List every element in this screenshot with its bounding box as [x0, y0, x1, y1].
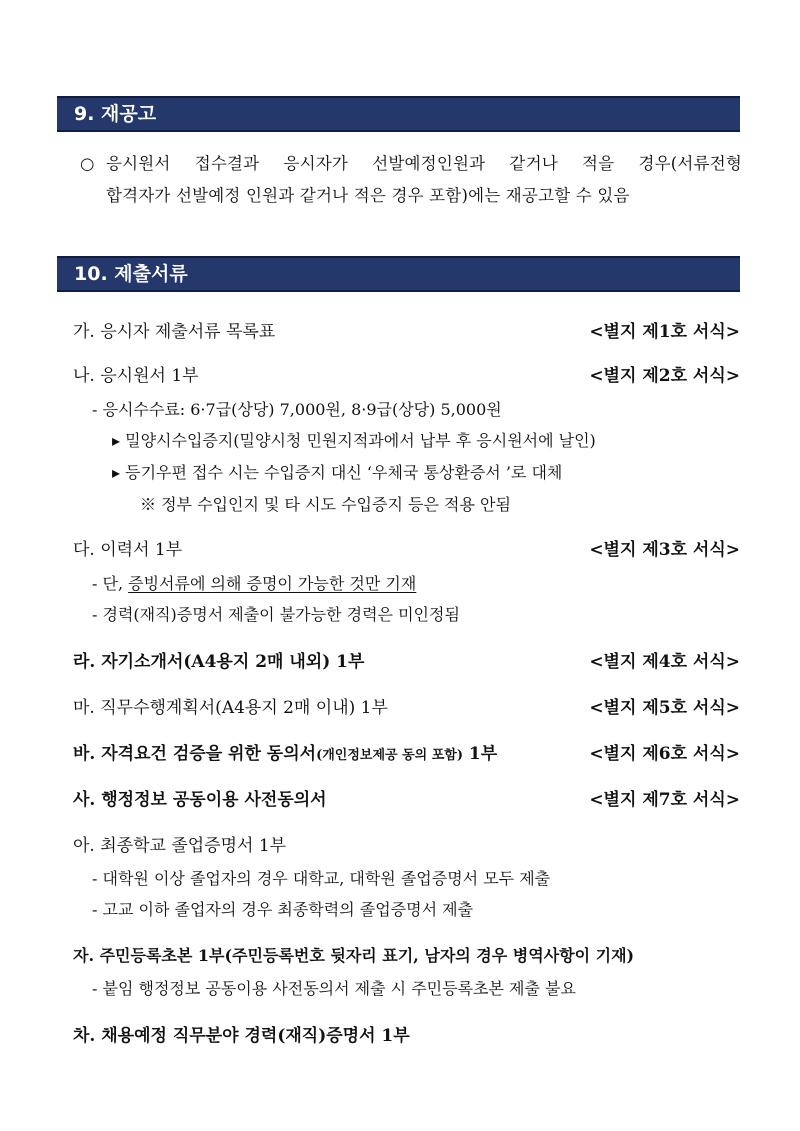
- item-ga-label: 가. 응시자 제출서류 목록표: [73, 322, 276, 342]
- item-a-label: 아. 최종학교 졸업증명서 1부: [73, 836, 287, 856]
- item-ba-label-main: 바. 자격요건 검증을 위한 동의서: [73, 744, 317, 764]
- item-na-sub-3: ▸ 등기우편 접수 시는 수입증지 대신 ‘우체국 통상환증서 ’로 대체: [112, 463, 563, 482]
- item-ga: [73, 318, 740, 346]
- item-ja-label: 자. 주민등록초본 1부(주민등록번호 뒷자리 표기, 남자의 경우 병역사항이 기재): [73, 946, 635, 965]
- item-ra-label: 라. 자기소개서(A4용지 2매 내외) 1부: [73, 652, 365, 672]
- item-a: [73, 832, 740, 860]
- section-10-header: [57, 256, 740, 292]
- item-ma-label: 마. 직무수행계획서(A4용지 2매 이내) 1부: [73, 698, 388, 718]
- section-9-title: 9. 재공고: [74, 103, 157, 125]
- item-na: [73, 362, 740, 390]
- section-9-header: [57, 96, 740, 132]
- item-ma: [73, 694, 740, 722]
- item-sa: [73, 786, 740, 814]
- item-da-form: <별지 제3호 서식>: [589, 540, 740, 560]
- item-a-sub-1: - 대학원 이상 졸업자의 경우 대학교, 대학원 졸업증명서 모두 제출: [92, 869, 551, 888]
- item-ma-form: <별지 제5호 서식>: [589, 698, 740, 718]
- item-na-sub-1: - 응시수수료: 6·7급(상당) 7,000원, 8·9급(상당) 5,000원: [92, 400, 502, 419]
- section-9-line-1: 응시원서 접수결과 응시자가 선발예정인원과 같거나 적을 경우(서류전형: [106, 154, 742, 173]
- section-10-title: 10. 제출서류: [74, 263, 188, 285]
- item-ja-sub-1: - 붙임 행정정보 공동이용 사전동의서 제출 시 주민등록초본 제출 불요: [92, 979, 576, 998]
- item-na-sub-2: ▸ 밀양시수입증지(밀양시청 민원지적과에서 납부 후 응시원서에 날인): [112, 431, 596, 450]
- item-da-label: 다. 이력서 1부: [73, 540, 183, 560]
- item-da-sub-2: - 경력(재직)증명서 제출이 불가능한 경력은 미인정됨: [92, 605, 460, 624]
- item-sa-form: <별지 제7호 서식>: [589, 790, 740, 810]
- item-cha-label: 차. 채용예정 직무분야 경력(재직)증명서 1부: [73, 1026, 410, 1046]
- item-da-sub-1: [92, 571, 416, 597]
- item-ba-label-note: (개인정보제공 동의 포함): [316, 748, 464, 763]
- item-na-label: 나. 응시원서 1부: [73, 366, 199, 386]
- section-9-paragraph: [80, 148, 742, 212]
- item-ba: [73, 740, 740, 768]
- circle-bullet-icon: ○: [80, 154, 95, 173]
- item-ba-label: [73, 740, 497, 770]
- item-ra-form: <별지 제4호 서식>: [589, 652, 740, 672]
- item-da: [73, 536, 740, 564]
- item-da-sub-underlined: 증빙서류에 의해 증명이 가능한 것만 기재: [128, 574, 417, 593]
- item-ba-form: <별지 제6호 서식>: [589, 744, 740, 764]
- item-ra: [73, 648, 740, 676]
- item-a-sub-2: - 고교 이하 졸업자의 경우 최종학력의 졸업증명서 제출: [92, 900, 474, 919]
- item-ga-form: <별지 제1호 서식>: [589, 322, 740, 342]
- item-ja: [73, 942, 740, 970]
- item-cha: [73, 1022, 740, 1050]
- item-na-sub-4: ※ 정부 수입인지 및 타 시도 수입증지 등은 적용 안됨: [140, 495, 511, 514]
- item-na-form: <별지 제2호 서식>: [589, 366, 740, 386]
- item-da-sub-prefix: - 단,: [92, 574, 129, 593]
- item-ba-label-count: 1부: [463, 744, 498, 764]
- section-9-line-2: 합격자가 선발예정 인원과 같거나 적은 경우 포함)에는 재공고할 수 있음: [106, 186, 630, 205]
- item-sa-label: 사. 행정정보 공동이용 사전동의서: [73, 790, 327, 810]
